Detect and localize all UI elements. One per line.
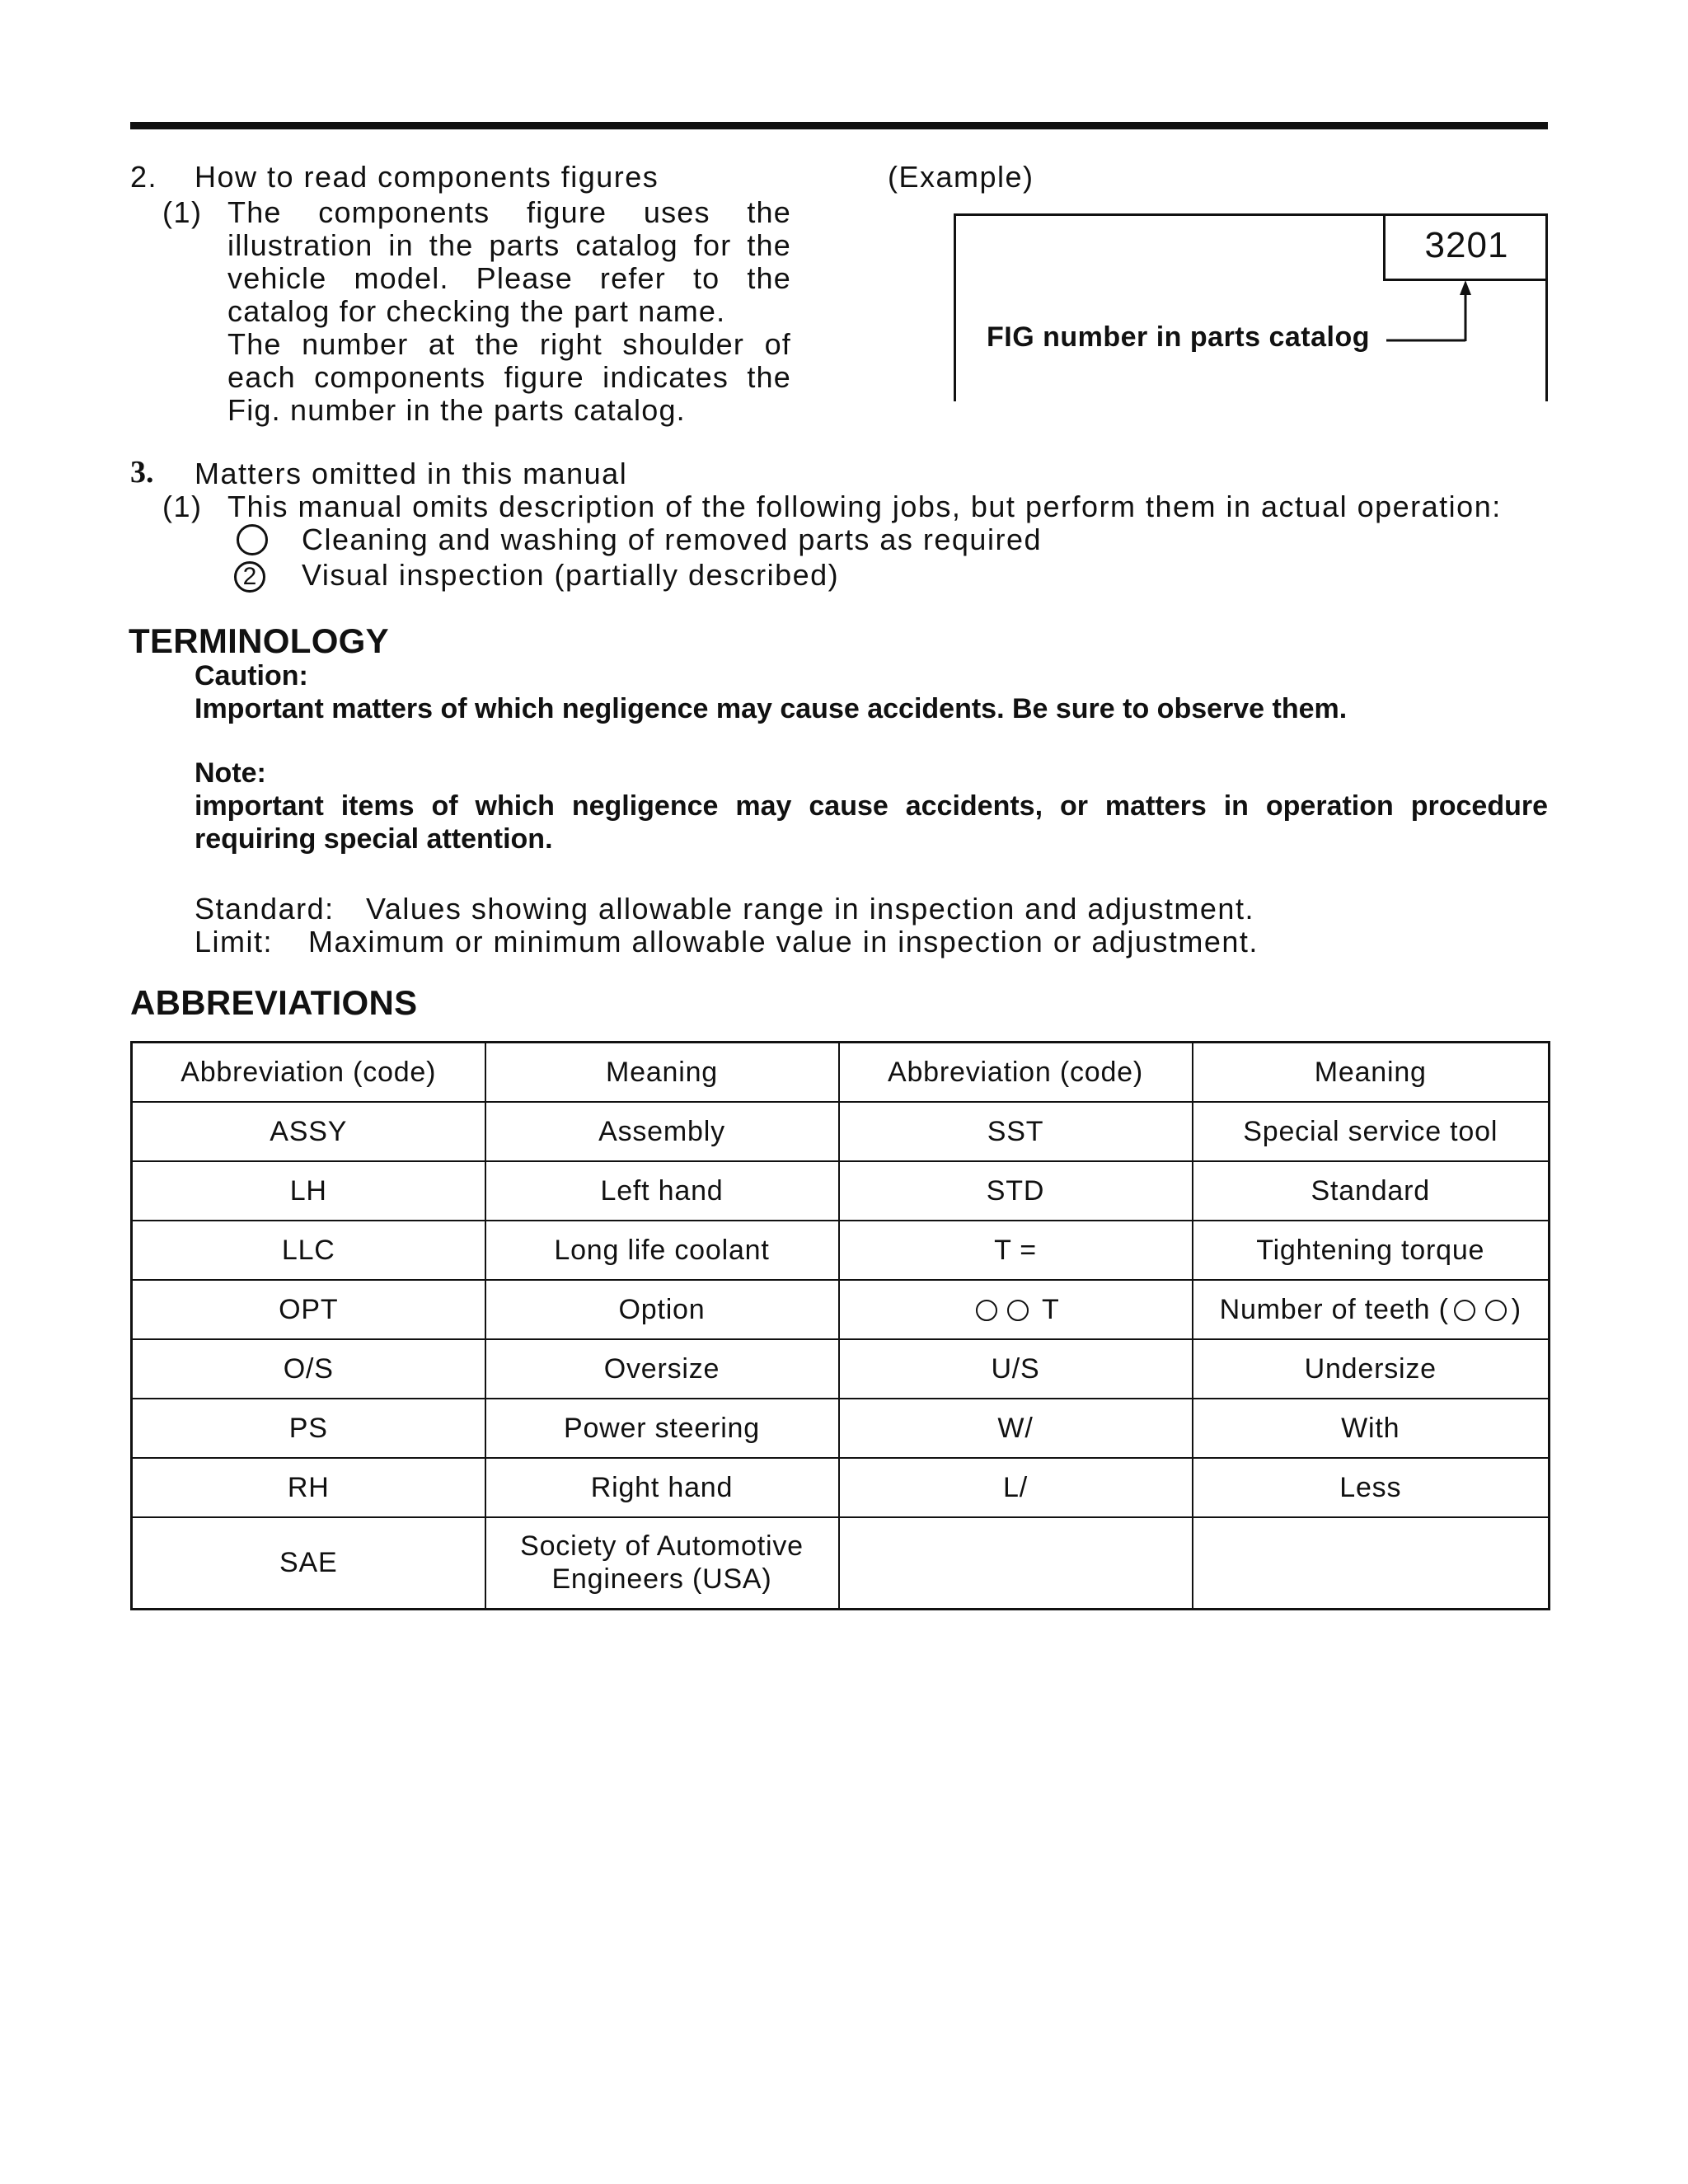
table-header-row	[132, 1043, 1550, 1102]
table-cell: Society of Automotive Engineers (USA)	[485, 1517, 839, 1610]
table-cell	[1193, 1517, 1550, 1610]
fig-number-caption: FIG number in parts catalog	[987, 321, 1371, 353]
section-2-number: 2.	[130, 160, 158, 194]
section-3-title: Matters omitted in this manual	[195, 457, 628, 490]
section-2-item-number: (1)	[162, 195, 203, 229]
table-row	[132, 1102, 1550, 1161]
table-cell: PS	[132, 1399, 485, 1458]
table-cell: T =	[839, 1221, 1193, 1280]
placeholder-circle-icon	[976, 1300, 997, 1321]
header-meaning: Meaning	[485, 1043, 839, 1102]
table-cell: Assembly	[485, 1102, 839, 1161]
table-cell: ASSY	[132, 1102, 485, 1161]
terminology-heading: TERMINOLOGY	[129, 621, 389, 660]
teeth-meaning-prefix: Number of teeth (	[1219, 1293, 1449, 1325]
section-3-number: 3.	[130, 455, 154, 490]
table-cell	[839, 1517, 1193, 1610]
caution-label: Caution:	[195, 660, 308, 691]
section-2-paragraph-1: The components figure uses the illustration in the parts catalog for the vehicle model. Please refer to the catalog for checking the part name.	[227, 195, 791, 328]
table-cell: RH	[132, 1458, 485, 1517]
table-cell: Oversize	[485, 1339, 839, 1399]
table-cell: SAE	[132, 1517, 485, 1610]
header-abbreviation: Abbreviation (code)	[839, 1043, 1193, 1102]
omitted-item-2: Visual inspection (partially described)	[302, 558, 840, 592]
table-cell: Left hand	[485, 1161, 839, 1221]
note-label: Note:	[195, 757, 266, 789]
table-cell: Power steering	[485, 1399, 839, 1458]
caution-text: Important matters of which negligence may cause accidents. Be sure to observe them.	[195, 693, 1348, 724]
table-cell: SST	[839, 1102, 1193, 1161]
omitted-item-1: Cleaning and washing of removed parts as required	[302, 523, 1042, 556]
standard-label: Standard:	[195, 892, 335, 926]
teeth-code-letter: T	[1042, 1293, 1060, 1325]
placeholder-circle-icon	[1007, 1300, 1029, 1321]
example-label: (Example)	[888, 160, 1034, 194]
table-cell: LH	[132, 1161, 485, 1221]
table-cell: STD	[839, 1161, 1193, 1221]
table-cell: L/	[839, 1458, 1193, 1517]
table-cell: O/S	[132, 1339, 485, 1399]
table-row	[132, 1339, 1550, 1399]
table-cell: Undersize	[1193, 1339, 1550, 1399]
table-cell: Tightening torque	[1193, 1221, 1550, 1280]
table-row	[132, 1399, 1550, 1458]
table-row	[132, 1458, 1550, 1517]
section-2-title: How to read components figures	[195, 160, 659, 194]
teeth-meaning-suffix: )	[1511, 1293, 1522, 1325]
table-cell: LLC	[132, 1221, 485, 1280]
section-2-paragraph-2: The number at the right shoulder of each components figure indicates the Fig. number in the parts catalog.	[227, 327, 791, 427]
table-cell-teeth-code	[839, 1280, 1193, 1339]
leader-arrow-icon	[1385, 272, 1484, 354]
table-cell-teeth-meaning	[1193, 1280, 1550, 1339]
header-meaning: Meaning	[1193, 1043, 1550, 1102]
table-cell: Special service tool	[1193, 1102, 1550, 1161]
table-cell: Option	[485, 1280, 839, 1339]
placeholder-circle-icon	[1485, 1300, 1507, 1321]
top-rule	[130, 122, 1548, 129]
section-3-intro: This manual omits description of the following jobs, but perform them in actual operation:	[227, 490, 1502, 523]
header-abbreviation: Abbreviation (code)	[132, 1043, 485, 1102]
fig-number-box: 3201	[1383, 213, 1548, 281]
section-3-item-number: (1)	[162, 490, 203, 523]
table-cell: With	[1193, 1399, 1550, 1458]
note-text: important items of which negligence may cause accidents, or matters in operation procedure requiring special attention.	[195, 790, 1548, 855]
abbreviations-heading: ABBREVIATIONS	[130, 983, 418, 1022]
abbreviations-table	[130, 1041, 1550, 1610]
limit-label: Limit:	[195, 925, 274, 958]
section-2-paragraph	[227, 196, 791, 427]
table-cell: U/S	[839, 1339, 1193, 1399]
numbered-circle-2-icon: 2	[234, 561, 265, 593]
table-row	[132, 1517, 1550, 1610]
table-cell: OPT	[132, 1280, 485, 1339]
table-row	[132, 1161, 1550, 1221]
limit-text: Maximum or minimum allowable value in inspection or adjustment.	[308, 925, 1259, 958]
placeholder-circle-icon	[1454, 1300, 1475, 1321]
standard-text: Values showing allowable range in inspection and adjustment.	[366, 892, 1254, 926]
table-cell: Long life coolant	[485, 1221, 839, 1280]
table-cell: Right hand	[485, 1458, 839, 1517]
table-row	[132, 1221, 1550, 1280]
table-row	[132, 1280, 1550, 1339]
numbered-circle-1-icon	[237, 524, 268, 555]
table-cell: Standard	[1193, 1161, 1550, 1221]
table-cell: W/	[839, 1399, 1193, 1458]
table-cell: Less	[1193, 1458, 1550, 1517]
